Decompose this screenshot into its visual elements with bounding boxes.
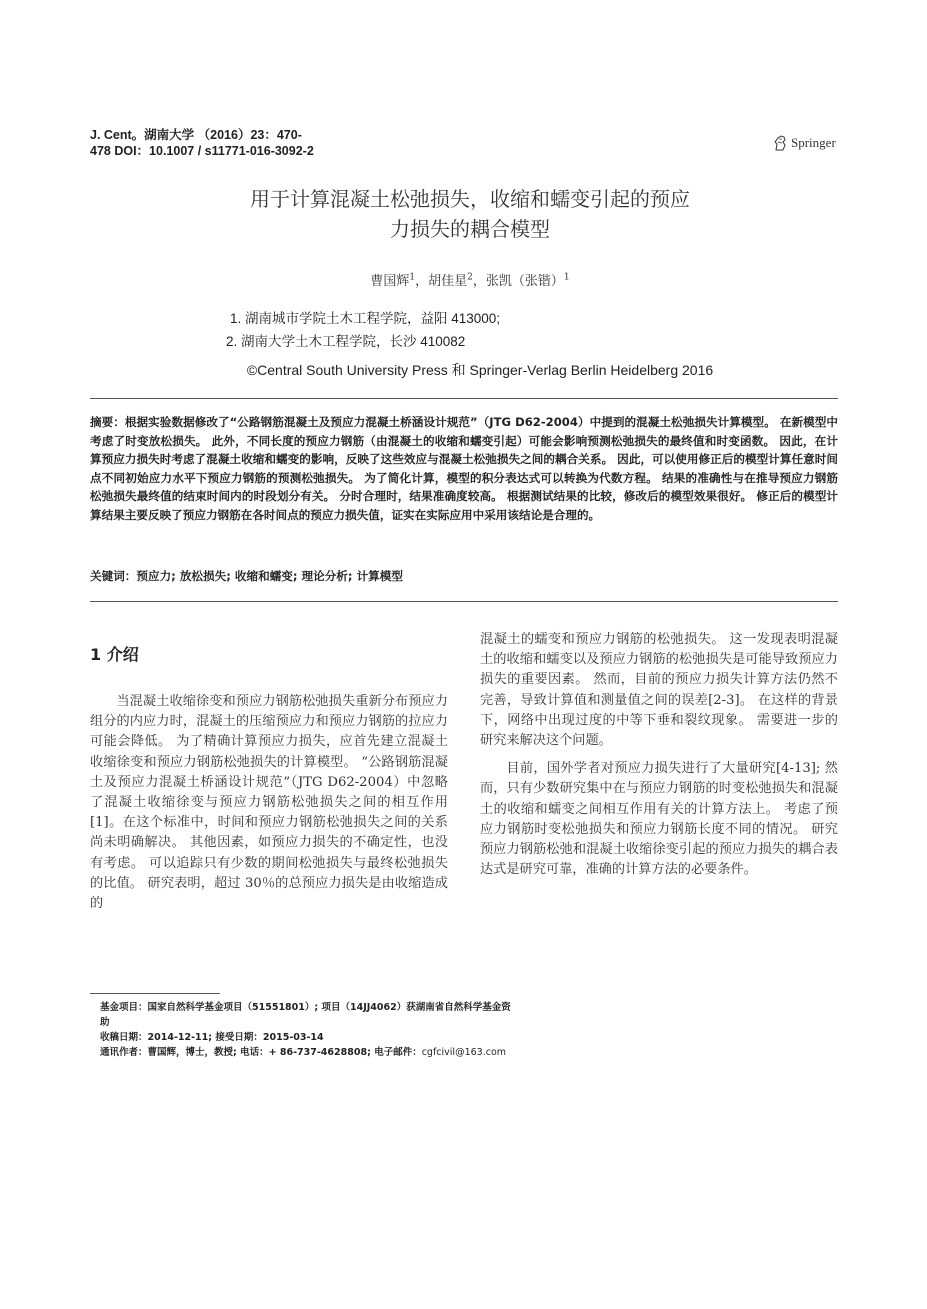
paper-title-line2: 力损失的耦合模型: [390, 217, 550, 241]
author-affiliation-mark: 2: [467, 272, 473, 283]
divider: [90, 601, 838, 602]
body-paragraph: 当混凝土收缩徐变和预应力钢筋松弛损失重新分布预应力组分的内应力时，混凝土的压缩预应力和预应力钢筋的拉应力可能会降低。 为了精确计算预应力损失，应首先建立混凝土收缩徐变和预应力钢筋松弛损失的计算模型。 “公路钢筋混凝土及预应力混凝土桥涵设计规范”（JTG D62-2004）中忽略了混凝土收缩徐变与预应力钢筋松弛损失之间的相互作用[1]。在这个标准中，时间和预应力钢筋松弛损失之间的关系尚未明确解决。 其他因素，如预应力损失的不确定性，也没有考虑。 可以追踪只有少数的期间松弛损失与最终松弛损失的比值。 研究表明，超过 30％的总预应力损失是由收缩造成的: [90, 694, 448, 912]
author-affiliation-mark: 1: [563, 272, 570, 283]
author-separator: ，: [472, 274, 486, 289]
author-name: 曹国辉: [370, 274, 410, 289]
paper-title: [150, 184, 790, 244]
journal-citation-line1: J. Cent。湖南大学 （2016）23：470-: [90, 128, 302, 142]
publisher-logo: [773, 135, 836, 151]
funding-note-cont: 助: [100, 1017, 110, 1028]
author-affiliation-mark: 1: [409, 272, 416, 283]
contact-info: 通讯作者：曹国辉，博士，教授; 电话：+ 86-737-4628808; 电子邮件：: [100, 1047, 422, 1058]
funding-note: 基金项目：国家自然科学基金项目（51551801）; 项目（14JJ4062）获湖南省自然科学基金资: [100, 1002, 511, 1013]
footnotes: [100, 1000, 820, 1060]
body-column-right: [480, 630, 838, 880]
received-dates: 收稿日期：2014-12-11; 接受日期：2015-03-14: [100, 1032, 324, 1043]
journal-citation: [90, 127, 370, 159]
author-list: [250, 270, 690, 289]
author-separator: ，: [415, 274, 429, 289]
body-column-left: [90, 692, 448, 914]
abstract: 摘要：根据实验数据修改了“公路钢筋混凝土及预应力混凝土桥涵设计规范”（JTG D62-2004）中提到的混凝土松弛损失计算模型。 在新模型中考虑了时变放松损失。 此外，不同长度的预应力钢筋（由混凝土的收缩和蠕变引起）可能会影响预测松弛损失的最终值和时变函数。 因此，在计算预应力损失时考虑了混凝土收缩和蠕变的影响，反映了这些效应与混凝土松弛损失之间的耦合关系。 因此，可以使用修正后的模型计算任意时间点不同初始应力水平下预应力钢筋的预测松弛损失。 为了简化计算，模型的积分表达式可以转换为代数方程。 结果的准确性与在推导预应力钢筋松弛损失最终值的结束时间内的时段划分有关。 分时合理时，结果准确度较高。 根据测试结果的比较，修改后的模型效果很好。 修正后的模型计算结果主要反映了预应力钢筋在各时间点的预应力损失值，证实在实际应用中采用该结论是合理的。: [90, 415, 838, 522]
affiliation: 2. 湖南大学土木工程学院，长沙 410082: [226, 334, 466, 349]
springer-horse-icon: [773, 135, 787, 151]
body-paragraph: 目前，国外学者对预应力损失进行了大量研究[4-13]; 然而，只有少数研究集中在与预应力钢筋的时变松弛损失和混凝土的收缩和蠕变之间相互作用有关的计算方法上。 考虑了预应力钢筋时变松弛损失和预应力钢筋长度不同的情况。 研究预应力钢筋松弛和混凝土收缩徐变引起的预应力损失的耦合表达式是研究可靠，准确的计算方法的必要条件。: [480, 761, 838, 878]
keywords: 关键词：预应力; 放松损失; 收缩和蠕变; 理论分析; 计算模型: [90, 569, 403, 583]
publisher-name: Springer: [791, 135, 836, 150]
copyright-notice: ©Central South University Press 和 Springer-Verlag Berlin Heidelberg 2016: [246, 362, 714, 378]
section-heading: 1 介绍: [90, 645, 139, 664]
author-name: 胡佳星: [428, 274, 468, 289]
corresponding-author: [100, 1045, 820, 1060]
paper-title-line1: 用于计算混凝土松弛损失，收缩和蠕变引起的预应: [250, 187, 690, 211]
author-name: 张凯（张锴）: [485, 274, 564, 289]
affiliation: 1. 湖南城市学院土木工程学院，益阳 413000;: [230, 311, 501, 326]
email-address: cgfcivil@163.com: [421, 1047, 507, 1058]
body-paragraph: 混凝土的蠕变和预应力钢筋的松弛损失。 这一发现表明混凝土的收缩和蠕变以及预应力钢筋的松弛损失是可能导致预应力损失的重要因素。 然而，目前的预应力损失计算方法仍然不完善，导致计算值和测量值之间的误差[2-3]。 在这样的背景下，网络中出现过度的中等下垂和裂纹现象。 需要进一步的研究来解决这个问题。: [480, 632, 838, 749]
divider: [90, 398, 838, 399]
footnote-divider: [90, 993, 220, 994]
journal-citation-line2: 478 DOI：10.1007 / s11771-016-3092-2: [90, 144, 314, 158]
